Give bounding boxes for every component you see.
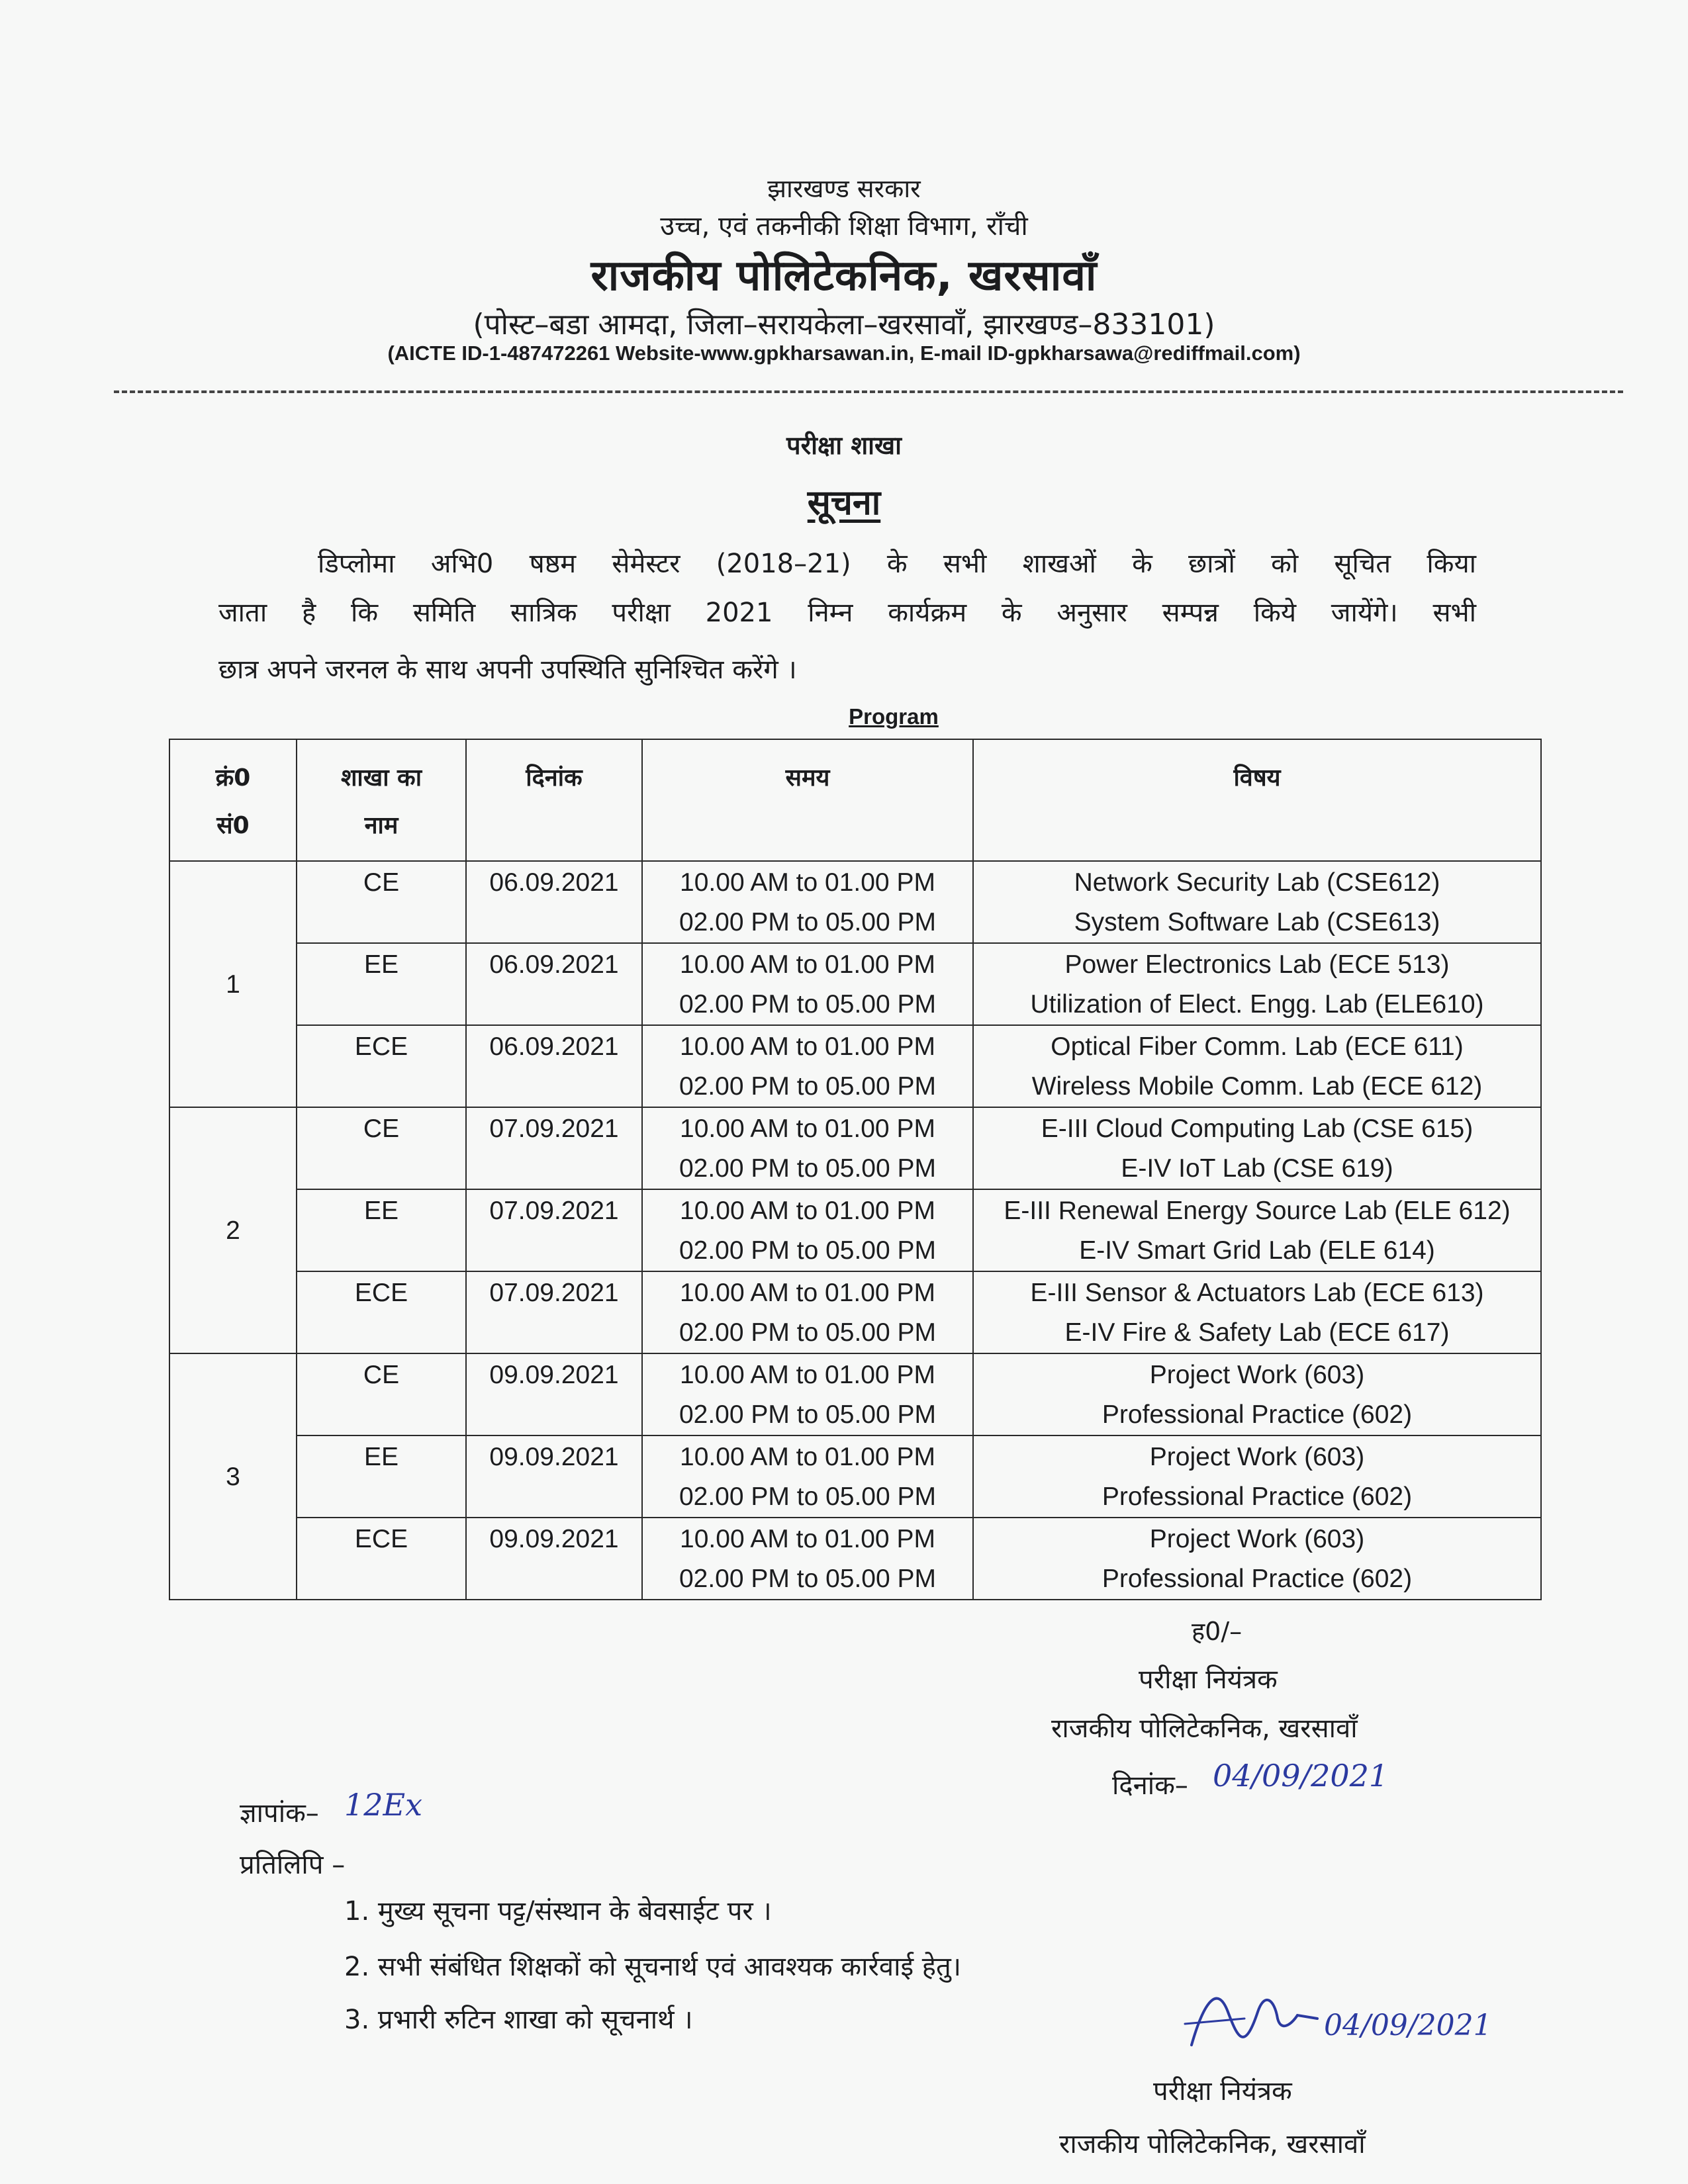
time-cell [642, 1025, 973, 1107]
date-cell: 06.09.2021 [466, 1025, 642, 1107]
subject-cell [973, 1189, 1541, 1271]
subject-cell [973, 1025, 1541, 1107]
header-time [642, 739, 973, 861]
subject-cell [973, 1353, 1541, 1435]
time-slot-1: 10.00 AM to 01.00 PM [680, 950, 935, 979]
time-slot-2: 02.00 PM to 05.00 PM [679, 1318, 937, 1347]
subject-2: Professional Practice (602) [1102, 1482, 1413, 1511]
time-slot-2: 02.00 PM to 05.00 PM [679, 1072, 937, 1101]
time-slot-1: 10.00 AM to 01.00 PM [680, 1279, 935, 1307]
header-contact: (AICTE ID-1-487472261 Website-www.gpkharsawan.in, E-mail ID-gpkharsawa@rediffmail.com) [387, 341, 1301, 365]
date-label: दिनांक– [1112, 1770, 1188, 1801]
time-slot-1: 10.00 AM to 01.00 PM [680, 1197, 935, 1225]
time-cell [642, 1353, 973, 1435]
table-row [169, 861, 1541, 943]
time-slot-2: 02.00 PM to 05.00 PM [679, 908, 937, 936]
schedule-body [169, 861, 1541, 1600]
header-date-text: दिनांक [526, 764, 583, 792]
subject-cell [973, 1271, 1541, 1353]
subject-1: E-III Sensor & Actuators Lab (ECE 613) [1030, 1279, 1484, 1307]
time-slot-1: 10.00 AM to 01.00 PM [680, 1115, 935, 1143]
header-sno-line-1: क्रं0 [215, 764, 251, 792]
header-sno-line-2: सं0 [216, 812, 250, 839]
time-slot-2: 02.00 PM to 05.00 PM [679, 1565, 937, 1593]
subject-2: Wireless Mobile Comm. Lab (ECE 612) [1031, 1072, 1483, 1101]
sno-cell: 2 [169, 1107, 297, 1353]
date-cell: 07.09.2021 [466, 1189, 642, 1271]
table-row [169, 1189, 1541, 1271]
time-cell [642, 1518, 973, 1600]
sno-cell: 1 [169, 861, 297, 1107]
time-slot-2: 02.00 PM to 05.00 PM [679, 990, 937, 1019]
copy-item: 1. मुख्य सूचना पट्ट/संस्थान के बेवसाईट पर । [344, 1896, 772, 1927]
branch-cell: CE [297, 861, 466, 943]
subject-2: Professional Practice (602) [1102, 1400, 1413, 1429]
date-cell: 09.09.2021 [466, 1353, 642, 1435]
subject-1: Optical Fiber Comm. Lab (ECE 611) [1051, 1032, 1464, 1061]
table-row [169, 1107, 1541, 1189]
date-cell: 09.09.2021 [466, 1518, 642, 1600]
subject-1: E-III Renewal Energy Source Lab (ELE 612) [1004, 1197, 1511, 1225]
table-row [169, 1518, 1541, 1600]
subject-cell [973, 1435, 1541, 1518]
time-cell [642, 861, 973, 943]
handwritten-signature [1165, 1972, 1496, 2065]
time-cell [642, 1435, 973, 1518]
header-branch [297, 739, 466, 861]
notice-title [0, 478, 1688, 525]
sno-cell: 3 [169, 1353, 297, 1600]
subject-cell [973, 861, 1541, 943]
subject-cell [973, 1107, 1541, 1189]
subject-2: E-IV IoT Lab (CSE 619) [1121, 1154, 1393, 1183]
date-cell: 09.09.2021 [466, 1435, 642, 1518]
notice-body-line-3: छात्र अपने जरनल के साथ अपनी उपस्थिति सुनिश्चित करेंगे । [218, 655, 797, 685]
header-time-text: समय [785, 764, 830, 792]
date-value-handwritten: 04/09/2021 [1213, 1758, 1389, 1794]
table-row [169, 1025, 1541, 1107]
notice-body-line-1: डिप्लोमा अभि0 षष्ठम सेमेस्टर (2018–21) के सभी शाखओं के छात्रों को सूचित किया [318, 549, 1476, 579]
subject-cell [973, 943, 1541, 1025]
program-title [0, 704, 1688, 729]
subject-2: System Software Lab (CSE613) [1074, 908, 1440, 936]
time-slot-1: 10.00 AM to 01.00 PM [680, 1032, 935, 1061]
header-branch-line-1: शाखा का [340, 764, 422, 792]
subject-cell [973, 1518, 1541, 1600]
branch-cell: CE [297, 1107, 466, 1189]
time-cell [642, 1271, 973, 1353]
branch-cell: ECE [297, 1025, 466, 1107]
branch-cell: EE [297, 1435, 466, 1518]
signed-mark: ह0/– [1192, 1617, 1243, 1646]
branch-cell: ECE [297, 1518, 466, 1600]
date-cell: 07.09.2021 [466, 1271, 642, 1353]
section-name: परीक्षा शाखा [786, 431, 902, 460]
table-row [169, 943, 1541, 1025]
controller-institute: राजकीय पोलिटेकनिक, खरसावाँ [1051, 1713, 1358, 1744]
branch-cell: CE [297, 1353, 466, 1435]
notice-title-text: सूचना [807, 483, 881, 523]
time-slot-1: 10.00 AM to 01.00 PM [680, 868, 935, 897]
date-cell: 06.09.2021 [466, 943, 642, 1025]
subject-1: Power Electronics Lab (ECE 513) [1064, 950, 1450, 979]
subject-1: Network Security Lab (CSE612) [1074, 868, 1440, 897]
signature-date: 04/09/2021 [1324, 2009, 1492, 2042]
date-cell: 07.09.2021 [466, 1107, 642, 1189]
reference-value-handwritten: 12Ex [344, 1787, 423, 1823]
header-subject-text: विषय [1233, 764, 1281, 792]
header-date [466, 739, 642, 861]
final-controller-title: परीक्षा नियंत्रक [1153, 2076, 1292, 2107]
subject-2: E-IV Fire & Safety Lab (ECE 617) [1064, 1318, 1450, 1347]
table-header-row [169, 739, 1541, 861]
time-slot-2: 02.00 PM to 05.00 PM [679, 1154, 937, 1183]
header-subject [973, 739, 1541, 861]
time-slot-1: 10.00 AM to 01.00 PM [680, 1361, 935, 1389]
copy-label: प्रतिलिपि – [240, 1850, 346, 1880]
time-cell [642, 1107, 973, 1189]
subject-1: E-III Cloud Computing Lab (CSE 615) [1041, 1115, 1474, 1143]
time-slot-2: 02.00 PM to 05.00 PM [679, 1400, 937, 1429]
time-slot-1: 10.00 AM to 01.00 PM [680, 1525, 935, 1553]
subject-2: Professional Practice (602) [1102, 1565, 1413, 1593]
subject-2: Utilization of Elect. Engg. Lab (ELE610) [1030, 990, 1484, 1019]
time-slot-2: 02.00 PM to 05.00 PM [679, 1236, 937, 1265]
time-cell [642, 943, 973, 1025]
time-cell [642, 1189, 973, 1271]
controller-title: परीक्षा नियंत्रक [1139, 1664, 1278, 1695]
schedule-table [169, 739, 1542, 1600]
header-institute: राजकीय पोलिटेकनिक, खरसावाँ [590, 251, 1098, 300]
subject-2: E-IV Smart Grid Lab (ELE 614) [1079, 1236, 1435, 1265]
subject-1: Project Work (603) [1149, 1361, 1365, 1389]
header-department: उच्च, एवं तकनीकी शिक्षा विभाग, राँची [660, 211, 1028, 242]
table-row [169, 1353, 1541, 1435]
time-slot-2: 02.00 PM to 05.00 PM [679, 1482, 937, 1511]
header-branch-line-2: नाम [364, 812, 399, 839]
subject-1: Project Work (603) [1149, 1443, 1365, 1471]
branch-cell: ECE [297, 1271, 466, 1353]
copy-item: 3. प्रभारी रुटिन शाखा को सूचनार्थ । [344, 2005, 693, 2035]
time-slot-1: 10.00 AM to 01.00 PM [680, 1443, 935, 1471]
table-row [169, 1435, 1541, 1518]
header-address: (पोस्ट–बडा आमदा, जिला–सरायकेला–खरसावाँ, झारखण्ड–833101) [473, 308, 1215, 341]
notice-body-line-2: जाता है कि समिति सात्रिक परीक्षा 2021 निम्न कार्यक्रम के अनुसार सम्पन्न किये जायेंगे। सभी [218, 598, 1476, 628]
program-title-text: Program [849, 704, 939, 729]
header-sno [169, 739, 297, 861]
reference-label: ज्ञापांक– [240, 1798, 319, 1829]
copy-item: 2. सभी संबंधित शिक्षकों को सूचनार्थ एवं आवश्यक कार्रवाई हेतु। [344, 1952, 961, 1982]
table-row [169, 1271, 1541, 1353]
branch-cell: EE [297, 943, 466, 1025]
header-divider [114, 390, 1623, 393]
final-controller-institute: राजकीय पोलिटेकनिक, खरसावाँ [1059, 2129, 1366, 2160]
header-government: झारखण्ड सरकार [767, 174, 921, 203]
date-cell: 06.09.2021 [466, 861, 642, 943]
branch-cell: EE [297, 1189, 466, 1271]
subject-1: Project Work (603) [1149, 1525, 1365, 1553]
